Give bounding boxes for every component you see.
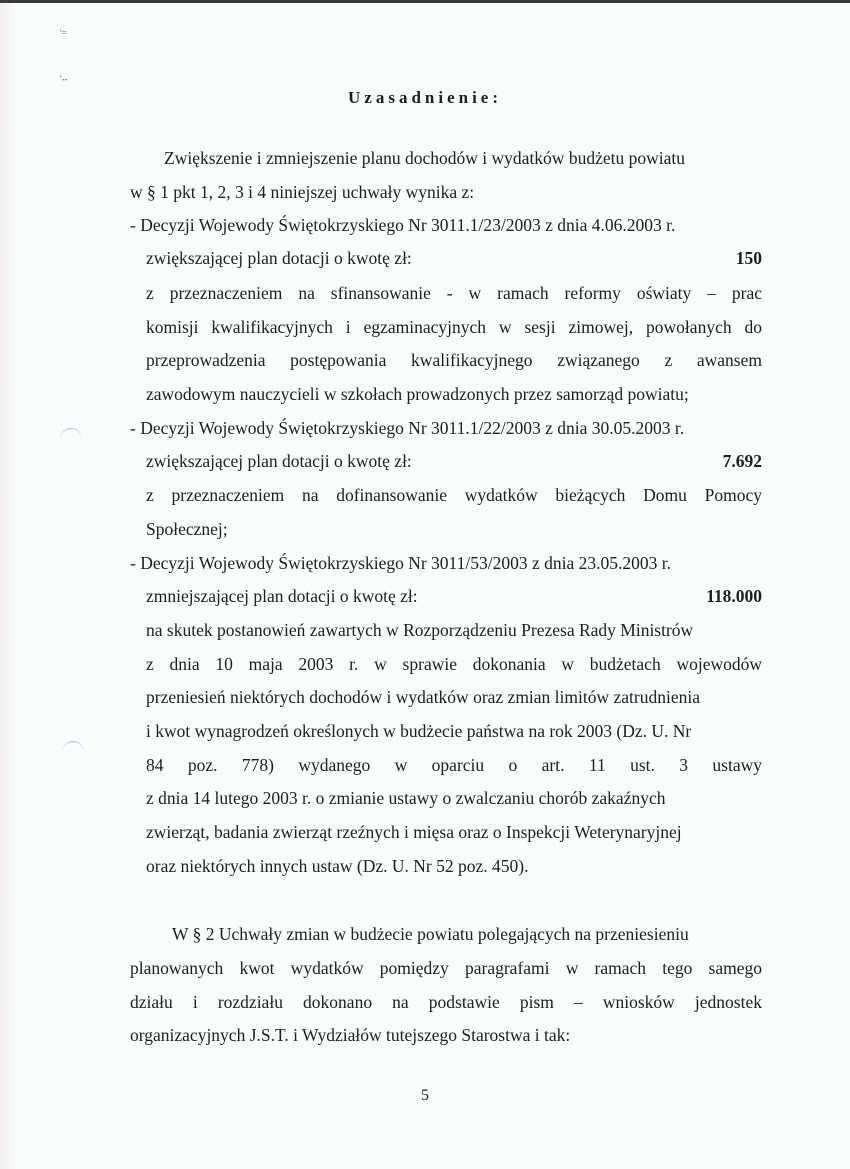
amount-label: zwiększającej plan dotacji o kwotę zł:: [146, 451, 412, 471]
document-title: Uzasadnienie:: [348, 88, 502, 107]
scan-left-shade: [0, 3, 18, 1169]
scan-mark: '=: [60, 28, 67, 38]
decision-line: 84 poz. 778) wydanego w oparciu o art. 11 ust. 3 ustawy: [146, 755, 762, 775]
paragraph-line: organizacyjnych J.S.T. i Wydziałów tutejszego Starostwa i tak:: [130, 1025, 571, 1045]
paragraph-line: Zwiększenie i zmniejszenie planu dochodów i wydatków budżetu powiatu: [164, 148, 685, 168]
decision-header: - Decyzji Wojewody Świętokrzyskiego Nr 3011.1/22/2003 z dnia 30.05.2003 r.: [130, 418, 685, 438]
decision-line: zawodowym nauczycieli w szkołach prowadzonych przez samorząd powiatu;: [146, 384, 689, 404]
decision-line: oraz niektórych innych ustaw (Dz. U. Nr 52 poz. 450).: [146, 856, 529, 876]
decision-line: przeprowadzenia postępowania kwalifikacyjnego związanego z awansem: [146, 350, 762, 370]
page-number: 5: [421, 1087, 429, 1104]
decision-header: - Decyzji Wojewody Świętokrzyskiego Nr 3011.1/23/2003 z dnia 4.06.2003 r.: [130, 215, 676, 235]
paragraph-line: planowanych kwot wydatków pomiędzy paragrafami w ramach tego samego: [130, 958, 762, 978]
paragraph-line: działu i rozdziału dokonano na podstawie pism – wniosków jednostek: [130, 992, 762, 1012]
amount-value: 150: [735, 248, 762, 268]
decision-line: z dnia 14 lutego 2003 r. o zmianie ustawy o zwalczaniu chorób zakaźnych: [146, 788, 666, 808]
amount-label: zmniejszającej plan dotacji o kwotę zł:: [146, 586, 418, 606]
paragraph-line: W § 2 Uchwały zmian w budżecie powiatu polegających na przeniesieniu: [172, 924, 689, 944]
decision-header: - Decyzji Wojewody Świętokrzyskiego Nr 3011/53/2003 z dnia 23.05.2003 r.: [130, 553, 672, 573]
amount-row: [146, 586, 762, 607]
amount-value: 7.692: [722, 451, 762, 471]
decision-line: i kwot wynagrodzeń określonych w budżecie państwa na rok 2003 (Dz. U. Nr: [146, 721, 692, 741]
scan-mark: '--: [60, 74, 68, 84]
scan-top-edge: [0, 0, 850, 3]
decision-line: z dnia 10 maja 2003 r. w sprawie dokonania w budżetach wojewodów: [146, 654, 762, 674]
decision-line: Społecznej;: [146, 519, 228, 539]
punch-hole-arc: [62, 741, 84, 764]
decision-line: zwierząt, badania zwierząt rzeźnych i mięsa oraz o Inspekcji Weterynaryjnej: [146, 822, 682, 842]
decision-line: z przeznaczeniem na dofinansowanie wydatków bieżących Domu Pomocy: [146, 485, 762, 505]
amount-label: zwiększającej plan dotacji o kwotę zł:: [146, 248, 412, 268]
decision-line: na skutek postanowień zawartych w Rozporządzeniu Prezesa Rady Ministrów: [146, 620, 694, 640]
amount-value: 118.000: [706, 586, 762, 606]
punch-hole-arc: [60, 428, 82, 451]
paragraph-line: w § 1 pkt 1, 2, 3 i 4 niniejszej uchwały wynika z:: [130, 182, 475, 202]
amount-row: [146, 248, 762, 269]
amount-row: [146, 451, 762, 472]
decision-line: przeniesień niektórych dochodów i wydatków oraz zmian limitów zatrudnienia: [146, 687, 700, 707]
decision-line: komisji kwalifikacyjnych i egzaminacyjnych w sesji zimowej, powołanych do: [146, 317, 762, 337]
decision-line: z przeznaczeniem na sfinansowanie - w ramach reformy oświaty – prac: [146, 283, 762, 303]
